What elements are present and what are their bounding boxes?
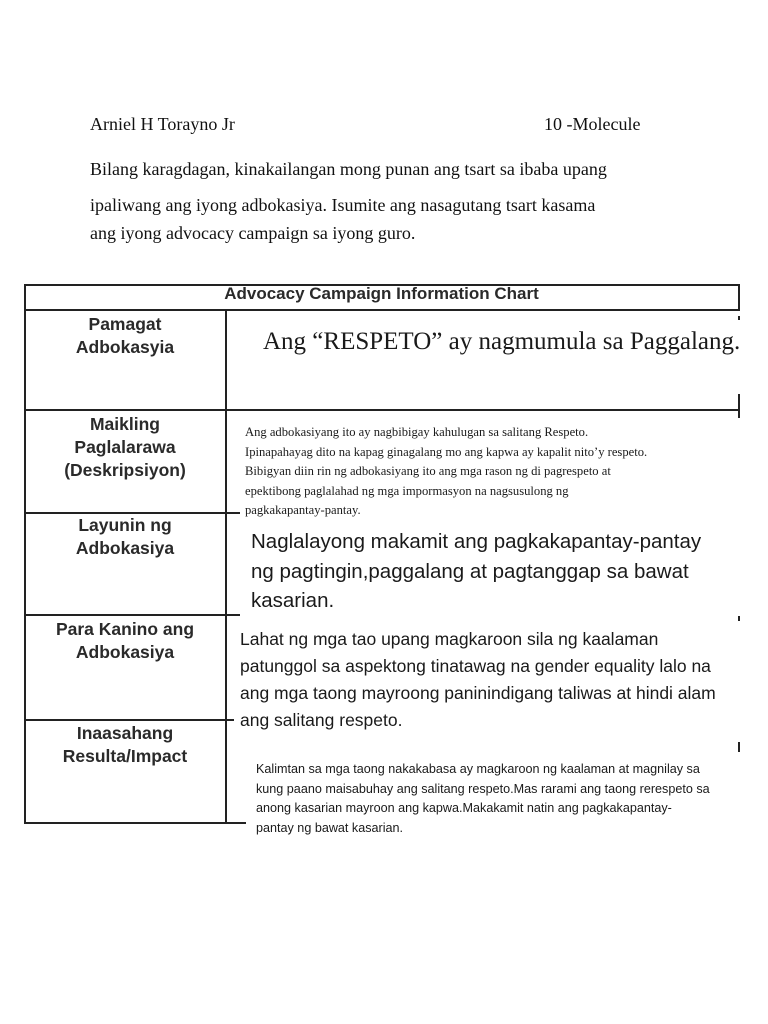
row-label-layunin <box>25 514 225 560</box>
row-content-line: Ang “RESPETO” ay nagmumula sa Paggalang. <box>263 328 741 355</box>
row-content-resulta <box>256 760 710 838</box>
row-content-line: Bibigyan diin rin ng adbokasiyang ito ang mga rason ng di pagrespeto at <box>245 464 611 479</box>
row-label-line: Layunin ng <box>78 515 172 535</box>
row-label-line: Maikling <box>89 414 160 434</box>
row-label-line: Para Kanino ang <box>55 619 195 639</box>
row-label-resulta <box>25 722 225 768</box>
row-divider <box>24 719 234 721</box>
row-label-line: Resulta/Impact <box>62 745 188 766</box>
row-content-line: pantay ng bawat kasarian. <box>256 820 404 835</box>
instructions-line: ipaliwang ang iyong adbokasiya. Isumite ang nasagutang tsart kasama <box>90 195 596 215</box>
instructions-paragraph <box>90 160 690 242</box>
row-content-line: Ang adbokasiyang ito ay nagbibigay kahulugan sa salitang Respeto. <box>245 425 589 439</box>
row-divider <box>24 614 240 616</box>
row-content-line: kasarian. <box>251 589 335 613</box>
chart-right-border <box>738 316 740 320</box>
row-content-line: kung paano maisabuhay ang salitang respeto.Mas rarami ang taong rerespeto sa <box>256 781 710 796</box>
chart-column-divider <box>225 309 227 823</box>
row-content-line: Ipinapahayag dito na kapag ginagalang mo ang kapwa ay kapalit nito’y respeto. <box>245 444 648 459</box>
row-label-pamagat <box>25 313 225 359</box>
row-content-line: patunggol sa aspektong tinatawag na gender equality lalo na <box>240 656 711 677</box>
row-label-line: Pamagat <box>88 314 162 334</box>
instructions-line: Bilang karagdagan, kinakailangan mong punan ang tsart sa ibaba upang <box>90 159 607 179</box>
chart-right-border <box>738 616 740 621</box>
row-content-line: ng pagtingin,paggalang at pagtanggap sa bawat <box>251 559 689 583</box>
row-label-line: Adbokasyia <box>75 336 175 357</box>
student-section: 10 -Molecule <box>544 114 641 134</box>
row-label-line: Adbokasiya <box>75 537 175 558</box>
row-label-line: (Deskripsiyon) <box>64 459 186 480</box>
row-content-line: pagkakapantay-pantay. <box>245 503 361 518</box>
row-content-para-kanino <box>240 626 716 735</box>
student-name: Arniel H Torayno Jr <box>90 114 235 134</box>
row-content-deskripsiyon <box>245 423 647 521</box>
row-content-line: Naglalayong makamit ang pagkakapantay-pantay <box>251 530 702 553</box>
row-label-deskripsiyon <box>25 413 225 481</box>
chart-bottom-border <box>24 822 246 824</box>
row-divider <box>24 409 740 411</box>
row-content-layunin <box>251 527 701 616</box>
row-content-line: Kalimtan sa mga taong nakakabasa ay magkaroon ng kaalaman at magnilay sa <box>256 762 700 776</box>
row-label-line: Inaasahang <box>76 723 174 743</box>
instructions-line: ang iyong advocacy campaign sa iyong guro. <box>90 223 416 243</box>
row-content-line: anong kasarian mayroon ang kapwa.Makakamit natin ang pagkakapantay- <box>256 801 672 816</box>
chart-title: Advocacy Campaign Information Chart <box>224 284 539 303</box>
row-content-line: ang salitang respeto. <box>240 710 403 731</box>
row-content-line: epektibong paglalahad ng mga impormasyon na nagsusulong ng <box>245 483 569 498</box>
chart-right-border <box>738 394 740 418</box>
row-label-line: Adbokasiya <box>75 641 175 662</box>
chart-right-border <box>738 742 740 752</box>
row-label-line: Paglalarawa <box>74 436 176 457</box>
row-content-line: Lahat ng mga tao upang magkaroon sila ng kaalaman <box>240 629 659 649</box>
row-label-para-kanino <box>25 618 225 664</box>
row-content-line: ang mga taong mayroong paninindigang taliwas at hindi alam <box>240 683 716 704</box>
chart-title-divider <box>24 309 740 311</box>
row-content-pamagat <box>263 328 740 356</box>
